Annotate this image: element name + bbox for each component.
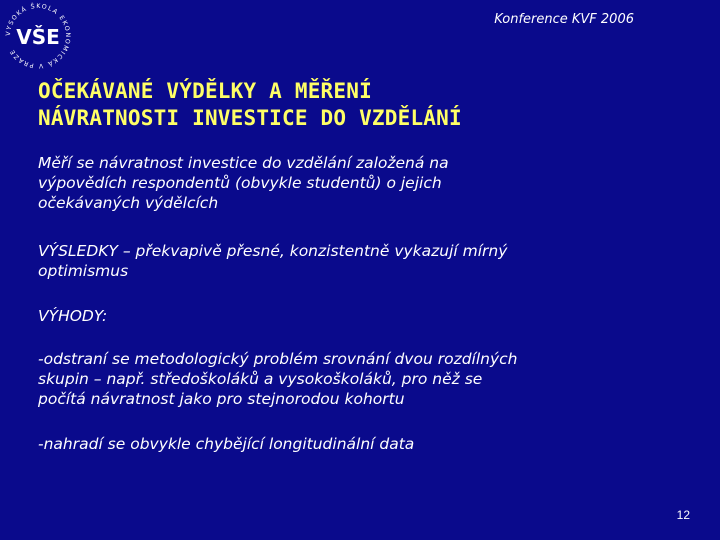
text-line: výpovědích respondentů (obvykle studentů) o jejich bbox=[38, 174, 442, 192]
text-line: Měří se návratnost investice do vzdělání založená na bbox=[38, 154, 449, 172]
page-number: 12 bbox=[676, 508, 690, 522]
results-paragraph bbox=[38, 241, 507, 281]
text-line: -odstraní se metodologický problém srovnání dvou rozdílných bbox=[38, 350, 518, 368]
advantage-item bbox=[38, 349, 518, 409]
text-line: -nahradí se obvykle chybějící longitudinální data bbox=[38, 435, 415, 453]
text-line: optimismus bbox=[38, 262, 129, 280]
logo-ring-text: VYSOKÁ ŠKOLA EKONOMICKÁ V PRAZE bbox=[4, 2, 72, 70]
title-line: NÁVRATNOSTI INVESTICE DO VZDĚLÁNÍ bbox=[38, 106, 462, 130]
logo-mark: VŠE bbox=[16, 25, 60, 49]
advantage-item bbox=[38, 434, 414, 454]
text-line: skupin – např. středoškoláků a vysokoškoláků, pro něž se bbox=[38, 370, 483, 388]
slide-title bbox=[38, 78, 678, 132]
title-line: OČEKÁVANÉ VÝDĚLKY A MĚŘENÍ bbox=[38, 79, 372, 103]
intro-paragraph bbox=[38, 153, 449, 213]
vse-logo bbox=[2, 0, 74, 72]
text-line: očekávaných výdělcích bbox=[38, 194, 219, 212]
text-line: VÝSLEDKY – překvapivě přesné, konzistentně vykazují mírný bbox=[38, 242, 508, 260]
advantages-heading bbox=[38, 306, 107, 326]
text-line: počítá návratnost jako pro stejnorodou kohortu bbox=[38, 390, 405, 408]
text-line: VÝHODY: bbox=[38, 307, 108, 325]
conference-label: Konference KVF 2006 bbox=[494, 12, 634, 27]
